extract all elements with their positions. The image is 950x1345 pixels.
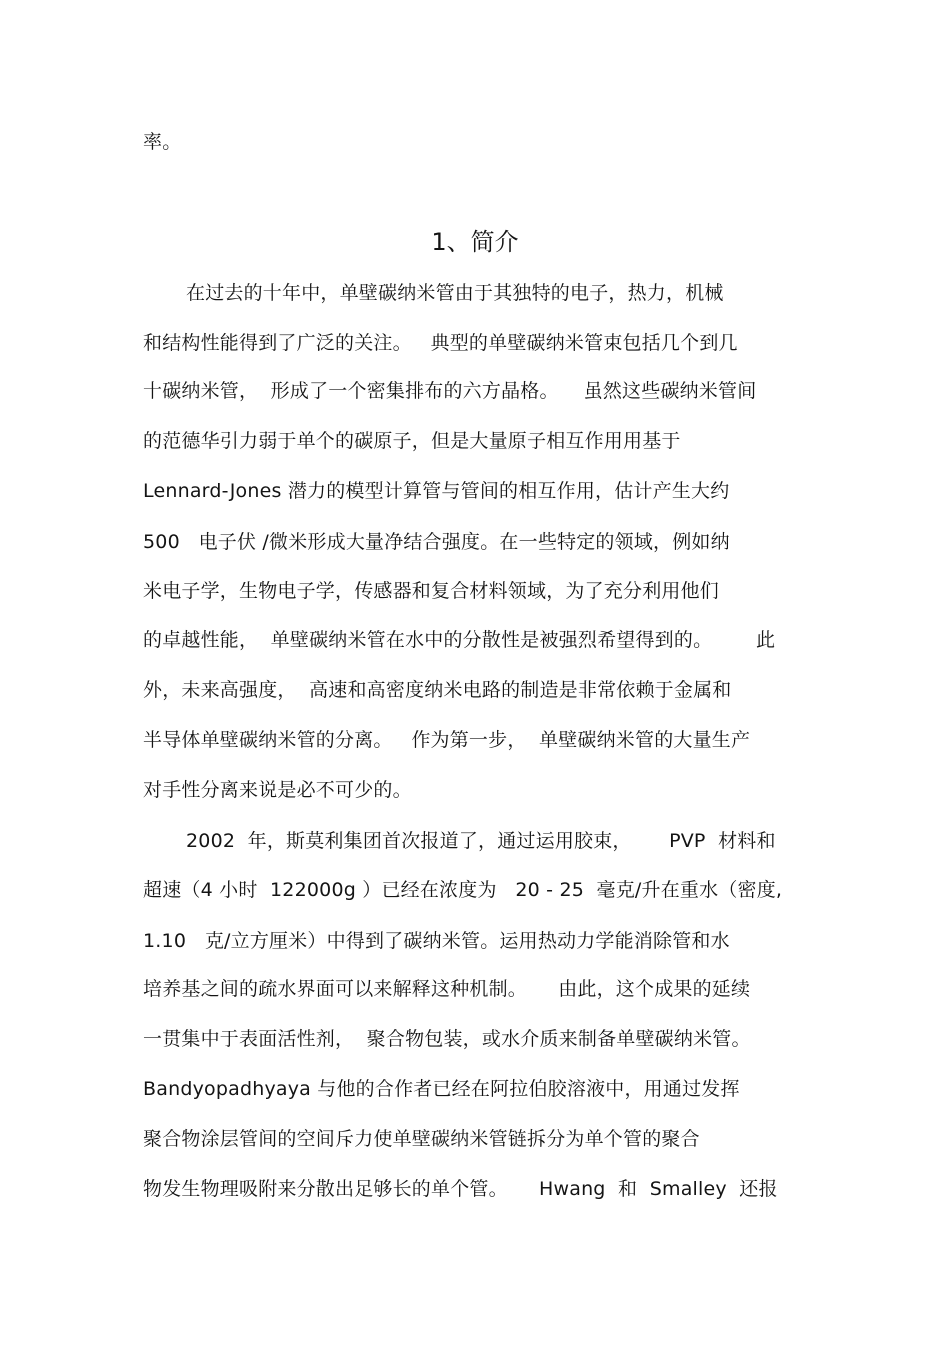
paragraph-line: 超速（4 小时 122000g ）已经在浓度为 20 - 25 毫克/升在重水（密度, (143, 879, 783, 901)
paragraph-line: Lennard-Jones 潜力的模型计算管与管间的相互作用，估计产生大约 (143, 480, 730, 502)
paragraph-line: 对手性分离来说是必不可少的。 (143, 779, 412, 801)
paragraph-line: 培养基之间的疏水界面可以来解释这种机制。 由此，这个成果的延续 (143, 978, 751, 1000)
paragraph-line: 2002 年，斯莫利集团首次报道了，通过运用胶束， PVP 材料和 (186, 830, 776, 852)
paragraph-line: 聚合物涂层管间的空间斥力使单壁碳纳米管链拆分为单个管的聚合 (143, 1128, 700, 1150)
paragraph-line: 和结构性能得到了广泛的关注。 典型的单壁碳纳米管束包括几个到几 (143, 332, 738, 354)
paragraph-line: 十碳纳米管， 形成了一个密集排布的六方晶格。 虽然这些碳纳米管间 (143, 380, 757, 402)
paragraph-line: 外，未来高强度， 高速和高密度纳米电路的制造是非常依赖于金属和 (143, 679, 732, 701)
paragraph-line: 半导体单壁碳纳米管的分离。 作为第一步， 单壁碳纳米管的大量生产 (143, 729, 751, 751)
section-heading: 1、简介 (431, 228, 519, 256)
paragraph-line: Bandyopadhyaya 与他的合作者已经在阿拉伯胶溶液中，用通过发挥 (143, 1078, 740, 1100)
paragraph-line: 物发生物理吸附来分散出足够长的单个管。 Hwang 和 Smalley 还报 (143, 1178, 778, 1200)
paragraph-line: 的卓越性能， 单壁碳纳米管在水中的分散性是被强烈希望得到的。 此 (143, 629, 776, 651)
paragraph-line: 500 电子伏 /微米形成大量净结合强度。在一些特定的领域，例如纳 (143, 531, 730, 553)
paragraph-line: 1.10 克/立方厘米）中得到了碳纳米管。运用热动力学能消除管和水 (143, 930, 730, 952)
paragraph-line: 一贯集中于表面活性剂， 聚合物包装，或水介质来制备单壁碳纳米管。 (143, 1028, 751, 1050)
paragraph-line: 的范德华引力弱于单个的碳原子，但是大量原子相互作用用基于 (143, 430, 681, 452)
carryover-text: 率。 (143, 131, 182, 153)
paragraph-line: 在过去的十年中，单壁碳纳米管由于其独特的电子，热力，机械 (186, 282, 724, 304)
paragraph-line: 米电子学，生物电子学，传感器和复合材料领域，为了充分利用他们 (143, 580, 720, 602)
